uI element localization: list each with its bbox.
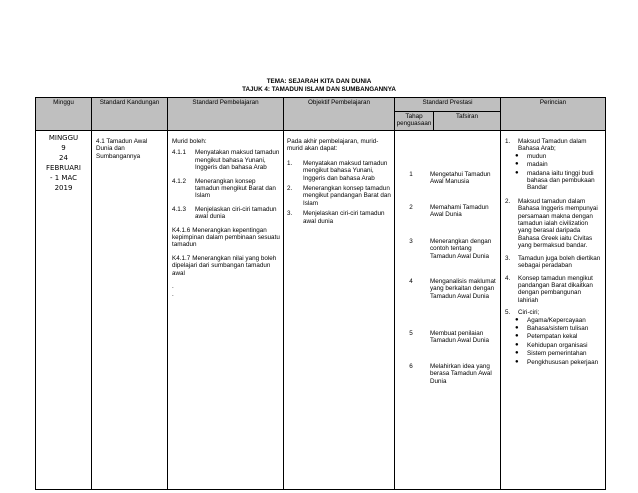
sp-text: Menjelaskan ciri-ciri tamadun awal dunia	[195, 205, 277, 221]
objektif-text: Menerangkan konsep tamadun mengikut pandangan Barat dan Islam	[303, 185, 391, 207]
prestasi-item	[395, 238, 500, 260]
sp-k-text: Menerangkan nilai yang boleh dipelajari dari sumbangan tamadun awal	[172, 254, 277, 277]
standard-pembelajaran-cell	[168, 131, 284, 490]
perincian-text: Ciri-ciri;	[518, 309, 540, 317]
bullet-icon: ●	[515, 341, 519, 348]
sp-item	[172, 178, 280, 200]
sp-k-item	[172, 255, 280, 277]
topic-title: TAJUK 4: TAMADUN ISLAM DAN SUMBANGANNYA	[242, 86, 396, 93]
bullet-icon: ●	[515, 169, 519, 176]
bullet-text: Petempatan kekal	[527, 333, 578, 341]
bullet-text: madain	[527, 161, 548, 169]
tafsiran-text: Membuat penilaian Tamadun Awal Dunia	[430, 330, 490, 345]
bullet-text: madana iaitu tinggi budi bahasa dan pembukaan Bandar	[527, 169, 595, 192]
perincian-bullet	[505, 342, 601, 349]
tahap-number: 2	[409, 204, 413, 211]
week-line: - 1 MAC	[49, 174, 78, 182]
perincian-number: 1.	[505, 138, 511, 145]
bullet-icon: ●	[515, 316, 519, 323]
week-line: 2019	[54, 184, 73, 192]
perincian-text: Konsep tamadun mengikut pandangan Barat dikaitkan dengan pembangunan lahiriah	[518, 274, 593, 304]
tafsiran-text: Menerangkan dengan contoh tentang Tamadun Awal Dunia	[430, 238, 492, 260]
week-line: 24	[59, 154, 68, 162]
tafsiran-text: Melahirkan idea yang berasa Tamadun Awal Dunia	[430, 363, 492, 385]
standard-kandungan-text: 4.1 Tamadun Awal Dunia dan Sumbangannya	[96, 138, 148, 160]
objektif-number: 1.	[287, 159, 293, 167]
perincian-item	[505, 275, 601, 305]
dot-line: .	[172, 283, 174, 291]
standard-prestasi-cell	[395, 131, 501, 490]
bullet-icon: ●	[515, 358, 519, 365]
perincian-cell	[501, 131, 606, 490]
header-standard-prestasi: Standard Prestasi	[395, 98, 501, 112]
header-standard-pembelajaran: Standard Pembelajaran	[168, 98, 284, 131]
tafsiran-text: Mengetahui Tamadun Awal Manusia	[430, 171, 491, 186]
perincian-bullet	[505, 325, 601, 332]
perincian-item	[505, 198, 601, 250]
sp-dots	[172, 283, 280, 299]
objektif-number: 2.	[287, 185, 293, 193]
tahap-number: 1	[409, 171, 413, 178]
objektif-item	[287, 185, 391, 207]
bullet-icon: ●	[515, 324, 519, 331]
perincian-bullet	[505, 333, 601, 340]
header-standard-kandungan: Standard Kandungan	[92, 98, 168, 131]
bullet-text: Bahasa/sistem tulisan	[527, 324, 589, 332]
prestasi-item	[395, 330, 500, 345]
perincian-bullet	[505, 317, 601, 324]
perincian-number: 3.	[505, 254, 511, 262]
tahap-number: 5	[409, 330, 413, 337]
bullet-icon: ●	[515, 333, 519, 340]
objektif-text: Menyatakan maksud tamadun mengikut bahasa Yunani, Inggeris dan bahasa Arab	[303, 159, 388, 182]
header-tahap: Tahap penguasaan	[395, 112, 434, 131]
perincian-bullet	[505, 359, 601, 366]
sp-lead: Murid boleh:	[172, 138, 207, 145]
perincian-number: 2.	[505, 197, 511, 205]
perincian-number: 5.	[505, 309, 511, 317]
objektif-item	[287, 210, 391, 225]
tahap-number: 6	[409, 363, 413, 370]
bullet-icon: ●	[515, 350, 519, 357]
bullet-icon: ●	[515, 161, 519, 168]
bullet-text: mudun	[527, 152, 547, 160]
sp-code: 4.1.1	[172, 149, 187, 157]
sp-item	[172, 149, 280, 171]
perincian-bullet	[505, 170, 601, 192]
prestasi-item	[395, 278, 500, 300]
lesson-plan-table	[35, 97, 606, 490]
objektif-cell	[284, 131, 395, 490]
header-perincian: Perincian	[501, 98, 606, 131]
perincian-number: 4.	[505, 274, 511, 282]
prestasi-item	[395, 363, 500, 385]
perincian-bullet	[505, 153, 601, 160]
perincian-text: Maksud tamadun dalam Bahasa Inggeris mempunyai persamaan makna dengan tamadun ialah civilization yang berasal daripada Bahasa Greek iaitu Civitas yang bermaksud bandar.	[518, 197, 598, 250]
bullet-text: Pengkhususan pekerjaan	[527, 358, 599, 366]
header-minggu: Minggu	[36, 98, 92, 131]
perincian-item	[505, 309, 601, 316]
week-line: MINGGU	[48, 134, 79, 142]
sp-item	[172, 206, 280, 221]
sp-k-code: K4.1.7	[172, 254, 191, 262]
tahap-number: 3	[409, 238, 413, 245]
objektif-lead: Pada akhir pembelajaran, murid-murid akan dapat:	[287, 138, 379, 153]
sp-text: Menyatakan maksud tamadun mengikut bahasa Yunani, Inggeris dan bahasa Arab	[195, 149, 280, 172]
tafsiran-text: Memahami Tamadun Awal Dunia	[430, 204, 489, 219]
bullet-text: Agama/Kepercayaan	[527, 316, 586, 324]
standard-kandungan-cell	[92, 131, 168, 490]
sp-text: Menerangkan konsep tamadun mengikut Barat dan Islam	[195, 177, 276, 200]
perincian-item	[505, 138, 601, 153]
bullet-icon: ●	[515, 152, 519, 159]
tahap-number: 4	[409, 278, 413, 285]
perincian-block	[505, 138, 601, 192]
week-line: 9	[61, 144, 66, 152]
sp-code: 4.1.3	[172, 205, 187, 213]
header-tafsiran: Tafsiran	[434, 112, 501, 131]
sp-k-code: K4.1.6	[172, 226, 191, 234]
week-line: FEBRUARI	[46, 164, 81, 172]
prestasi-item	[395, 204, 500, 219]
tafsiran-text: Menganalisis maklumat yang berkaitan dengan Tamadun Awal Dunia	[430, 278, 496, 300]
objektif-text: Menjelaskan ciri-ciri tamadun awal dunia	[303, 210, 385, 225]
sp-k-item	[172, 227, 280, 249]
theme-title: TEMA: SEJARAH KITA DAN DUNIA	[266, 78, 372, 85]
objektif-number: 3.	[287, 210, 293, 218]
perincian-text: Tamadun juga boleh diertikan sebagai peradaban	[518, 254, 601, 270]
minggu-cell	[36, 131, 92, 490]
perincian-block	[505, 309, 601, 366]
bullet-text: Kehidupan organisasi	[527, 341, 588, 349]
perincian-bullet	[505, 161, 601, 168]
dot-line: .	[172, 291, 174, 299]
prestasi-item	[395, 171, 500, 186]
objektif-item	[287, 160, 391, 182]
bullet-text: Sistem pemerintahan	[527, 350, 587, 358]
perincian-bullet	[505, 350, 601, 357]
sp-k-text: Menerangkan kepentingan kepimpinan dalam pembinaan sesuatu tamadun	[172, 226, 280, 249]
perincian-text: Maksud Tamadun dalam Bahasa Arab;	[518, 138, 587, 153]
header-objektif: Objektif Pembelajaran	[284, 98, 395, 131]
perincian-item	[505, 255, 601, 270]
sp-code: 4.1.2	[172, 177, 187, 185]
